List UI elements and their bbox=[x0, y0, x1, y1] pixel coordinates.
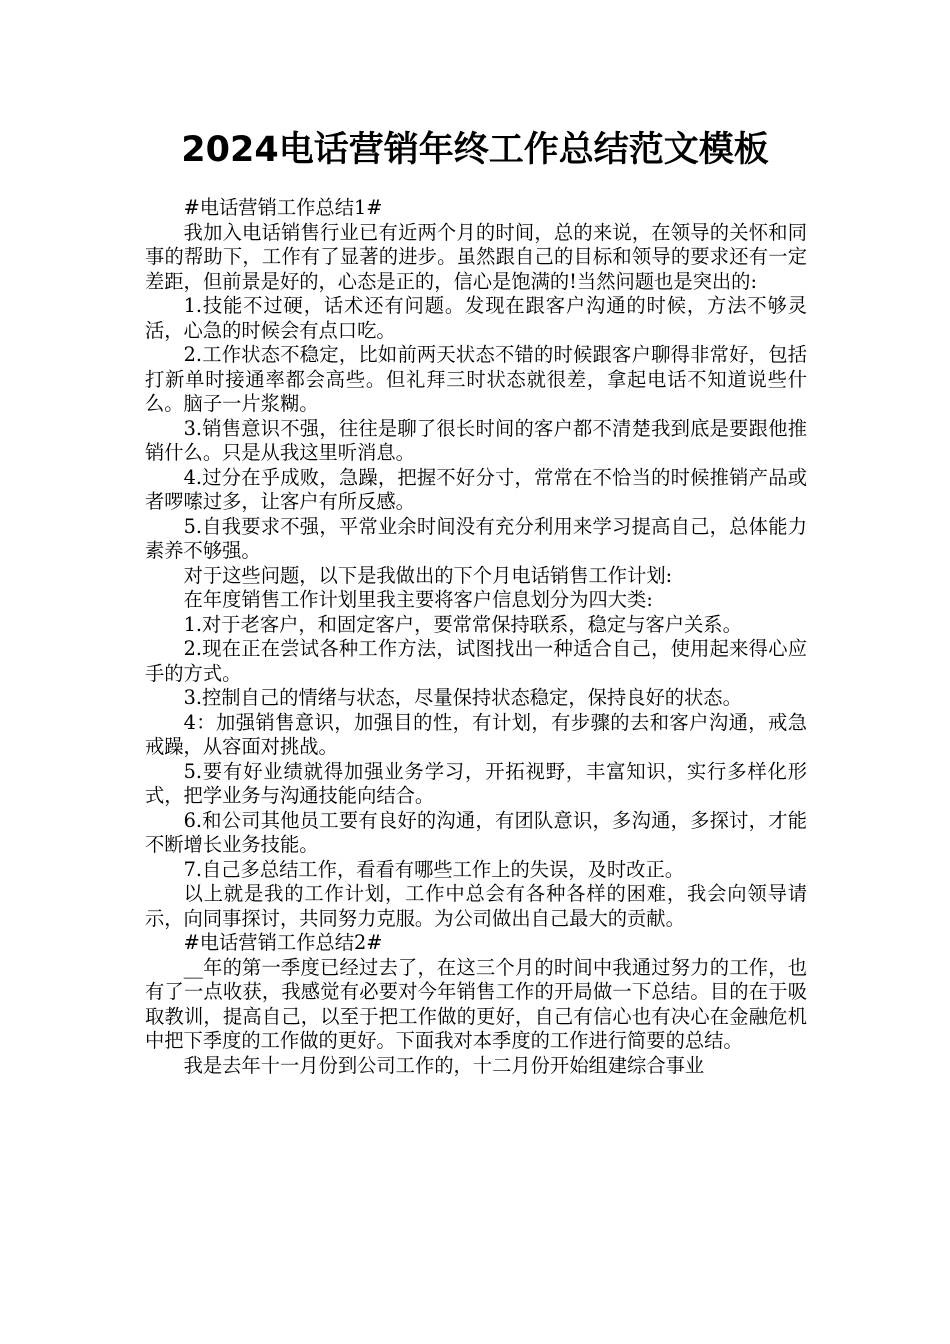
list-item: 4.过分在乎成败，急躁，把握不好分寸，常常在不恰当的时候推销产品或者啰嗦过多，让客户有所反感。 bbox=[145, 465, 807, 513]
paragraph: 对于这些问题，以下是我做出的下个月电话销售工作计划: bbox=[183, 563, 673, 587]
list-item: 5.自我要求不强，平常业余时间没有充分利用来学习提高自己，总体能力素养不够强。 bbox=[145, 514, 807, 562]
list-item: 4：加强销售意识，加强目的性，有计划，有步骤的去和客户沟通，戒急戒躁，从容面对挑战。 bbox=[145, 710, 807, 758]
list-item: 2.现在正在尝试各种工作方法，试图找出一种适合自己，使用起来得心应手的方式。 bbox=[145, 637, 807, 685]
paragraph: 以上就是我的工作计划，工作中总会有各种各样的困难，我会向领导请示，向同事探讨，共同努力克服。为公司做出自己最大的贡献。 bbox=[145, 882, 807, 930]
list-item: 6.和公司其他员工要有良好的沟通，有团队意识，多沟通，多探讨，才能不断增长业务技能。 bbox=[145, 808, 807, 856]
paragraph: 我加入电话销售行业已有近两个月的时间，总的来说，在领导的关怀和同事的帮助下，工作有了显著的进步。虽然跟自己的目标和领导的要求还有一定差距，但前景是好的，心态是正的，信心是饱满的!当然问题也是突出的: bbox=[145, 220, 807, 293]
paragraph: __年的第一季度已经过去了，在这三个月的时间中我通过努力的工作，也有了一点收获，我感觉有必要对今年销售工作的开局做一下总结。目的在于吸取教训，提高自己，以至于把工作做的更好，自己有信心也有决心在金融危机中把下季度的工作做的更好。下面我对本季度的工作进行简要的总结。 bbox=[145, 955, 807, 1052]
paragraph: 我是去年十一月份到公司工作的，十二月份开始组建综合事业 bbox=[183, 1053, 705, 1077]
list-item: 1.对于老客户，和固定客户，要常常保持联系，稳定与客户关系。 bbox=[183, 612, 742, 636]
list-item: 7.自己多总结工作，看看有哪些工作上的失误，及时改正。 bbox=[183, 857, 685, 881]
section-heading-2: #电话营销工作总结2# bbox=[183, 931, 383, 954]
list-item: 5.要有好业绩就得加强业务学习，开拓视野，丰富知识，实行多样化形式，把学业务与沟通技能向结合。 bbox=[145, 759, 807, 807]
section-heading-1: #电话营销工作总结1# bbox=[183, 196, 383, 219]
list-item: 2.工作状态不稳定，比如前两天状态不错的时候跟客户聊得非常好，包括打新单时接通率都会高些。但礼拜三时状态就很差，拿起电话不知道说些什么。脑子一片浆糊。 bbox=[145, 343, 807, 415]
list-item: 1.技能不过硬，话术还有问题。发现在跟客户沟通的时候，方法不够灵活，心急的时候会有点口吃。 bbox=[145, 294, 807, 342]
list-item: 3.控制自己的情绪与状态，尽量保持状态稳定，保持良好的状态。 bbox=[183, 686, 742, 709]
list-item: 3.销售意识不强，往往是聊了很长时间的客户都不清楚我到底是要跟他推销什么。只是从我这里听消息。 bbox=[145, 416, 807, 464]
paragraph: 在年度销售工作计划里我主要将客户信息划分为四大类: bbox=[183, 588, 653, 611]
document-body bbox=[145, 196, 807, 1078]
document-title: 2024电话营销年终工作总结范文模板 bbox=[181, 130, 769, 170]
